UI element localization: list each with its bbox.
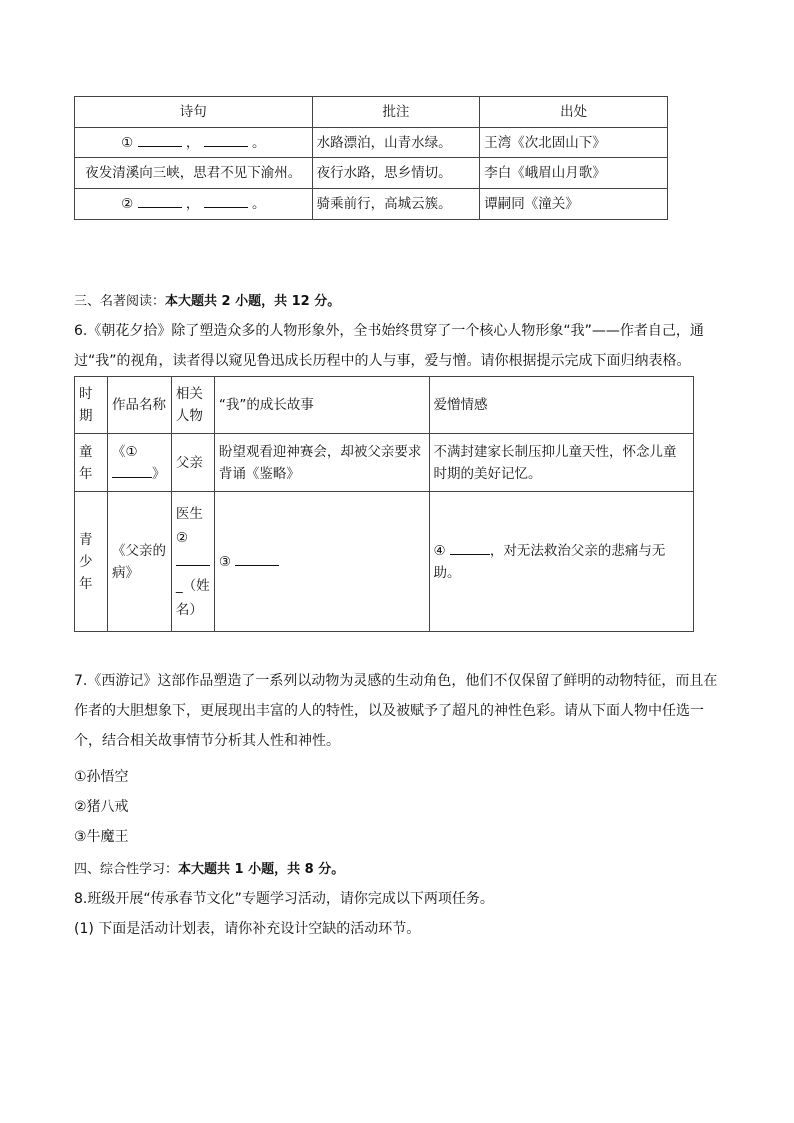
verse-cell-3: ② ， 。 — [75, 189, 313, 220]
story-cell-2: ③ — [214, 492, 429, 632]
verse-cell-2: 夜发清溪向三峡，思君不见下渝州。 — [75, 158, 313, 189]
person-cell-2: 医生 ② _（姓 名） — [171, 492, 214, 632]
period-childhood: 童年 — [75, 434, 108, 492]
story-cell-1: 盼望观看迎神赛会，却被父亲要求背诵《鉴略》 — [214, 434, 429, 492]
answer-blank[interactable] — [204, 193, 248, 208]
emotion-cell-1: 不满封建家长制压抑儿童天性，怀念儿童时期的美好记忆。 — [429, 434, 693, 492]
verse-cell-1: ① ， 。 — [75, 128, 313, 158]
work-cell-1: 《① 》 — [107, 434, 171, 492]
q6-line1: 6.《朝花夕拾》除了塑造众多的人物形象外，全书始终贯穿了一个核心人物形象“我”——作者自己，通 — [74, 323, 704, 339]
header-verse: 诗句 — [75, 97, 313, 128]
header-emotion: 爱憎情感 — [429, 377, 693, 434]
header-person: 相关人物 — [171, 377, 214, 434]
q7-option-2: ②猪八戒 — [74, 799, 129, 815]
answer-blank[interactable] — [450, 540, 490, 555]
answer-blank[interactable] — [138, 132, 182, 147]
answer-blank[interactable] — [138, 193, 182, 208]
source-cell-3: 谭嗣同《潼关》 — [480, 189, 668, 220]
q7-option-3: ③牛魔王 — [74, 829, 129, 845]
q7-option-1: ①孙悟空 — [74, 769, 129, 785]
person-father: 父亲 — [171, 434, 214, 492]
answer-blank[interactable] — [176, 551, 210, 566]
header-period: 时期 — [75, 377, 108, 434]
header-source: 出处 — [480, 97, 668, 128]
poem-table — [74, 96, 668, 220]
note-cell-2: 夜行水路，思乡情切。 — [312, 158, 480, 189]
emotion-cell-2: ④ ，对无法救治父亲的悲痛与无助。 — [429, 492, 693, 632]
work-cell-2: 《父亲的病》 — [107, 492, 171, 632]
header-work: 作品名称 — [107, 377, 171, 434]
answer-blank[interactable] — [235, 551, 279, 566]
header-story: “我”的成长故事 — [214, 377, 429, 434]
q7-text: 7.《西游记》这部作品塑造了一系列以动物为灵感的生动角色，他们不仅保留了鲜明的动物特征，而且在作者的大胆想象下，更展现出丰富的人的特性，以及被赋予了超凡的神性色彩。请从下面人物中任选一个，结合相关故事情节分析其人性和神性。 — [74, 673, 718, 749]
q6-table — [74, 376, 694, 632]
q8-line1: 8.班级开展“传承春节文化”专题学习活动，请你完成以下两项任务。 — [74, 891, 494, 907]
q6-line2: 过“我”的视角，读者得以窥见鲁迅成长历程中的人与事，爱与憎。请你根据提示完成下面归纳表格。 — [74, 353, 691, 369]
header-note: 批注 — [312, 97, 480, 128]
period-youth: 青少年 — [75, 492, 108, 632]
note-cell-1: 水路漂泊，山青水绿。 — [312, 128, 480, 158]
q8-line2: (1) 下面是活动计划表，请你补充设计空缺的活动环节。 — [74, 921, 421, 937]
answer-blank[interactable] — [204, 132, 248, 147]
section3-heading: 三、名著阅读：本大题共 2 小题，共 12 分。 — [74, 294, 341, 309]
source-cell-1: 王湾《次北固山下》 — [480, 128, 668, 158]
answer-blank[interactable] — [112, 463, 152, 478]
section4-heading: 四、综合性学习：本大题共 1 小题，共 8 分。 — [74, 862, 345, 877]
source-cell-2: 李白《峨眉山月歌》 — [480, 158, 668, 189]
note-cell-3: 骑乘前行，高城云簇。 — [312, 189, 480, 220]
